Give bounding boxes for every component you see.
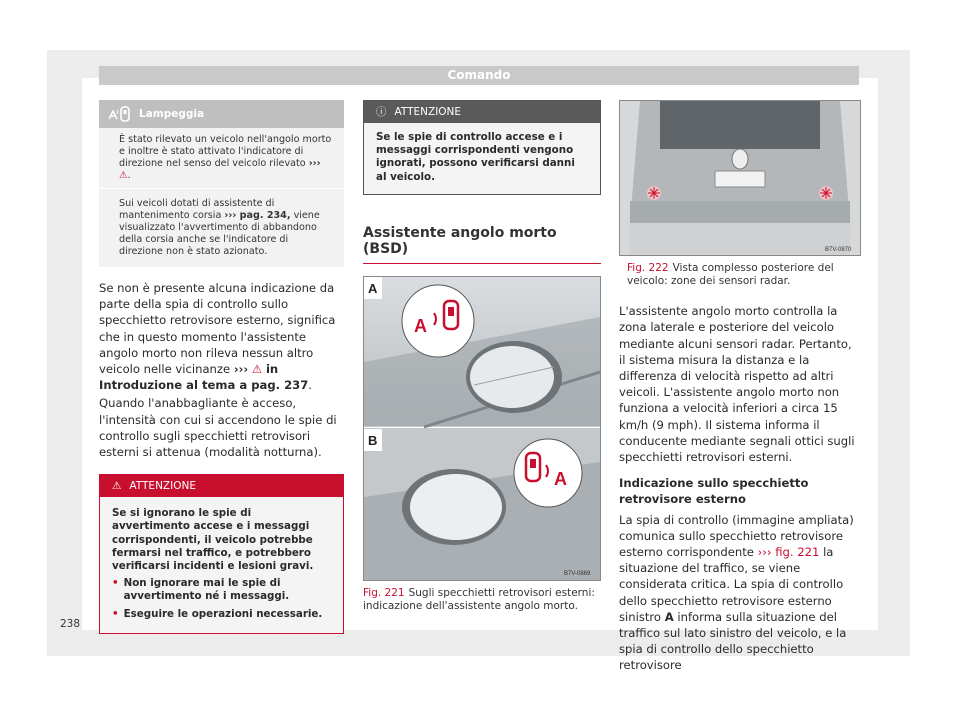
column-left [99,100,344,634]
warning-icon: ⚠ [119,170,128,181]
figure-label-b: B [368,433,378,449]
paragraph: Se non è presente alcuna indicazione da parte della spia di controllo sullo specchietto retrovisore esterno, significa che in questo momento l'assistente angolo morto non rileva nessun altro veicolo nelle vicinanze ››› ⚠ in Introduzione al tema a pag. 237. [99,281,336,393]
paragraph: L'assistente angolo morto controlla la zona laterale e posteriore del veicolo mediante alcuni sensori radar. Pertanto, il sistema misura la distanza e la differenza di velocità rispetto ad altri veicoli. L'assistente angolo morto non funziona a velocità inferiori a circa 15 km/h (9 mph). Il sistema informa il conducente mediante segnali ottici sugli specchietti retrovisori esterni. [619,304,855,465]
cross-ref-link[interactable]: ››› [308,158,321,169]
subheading: Indicazione sullo specchietto retrovisore esterno [619,476,809,507]
info-circle-icon: ⓘ [376,105,387,118]
lamp-table-title: Lampeggia [139,107,205,120]
section-title: Assistente angolo morto (BSD) [363,225,601,264]
attention-header: ⓘ ATTENZIONE [364,101,600,123]
list-item: • Eseguire le operazioni necessarie. [112,607,323,620]
column-right [619,100,861,674]
lamp-table-row: Sui veicoli dotati di assistente di mantenimento corsia ››› pag. 234, viene visualizzato l'avvertimento di abbandono della corsia anche se l'indicatore di direzione non è stato azionato. [99,189,344,268]
attention-box [363,100,601,195]
paragraph: La spia di controllo (immagine ampliata) comunica sullo specchietto retrovisore esterno corrispondente ››› fig. 221 la situazione del traffico, se viene considerata critica. La spia di controllo dello specchietto retrovisore esterno sinistro A informa sulla situazione del traffico sul lato sinistro del veicolo, e la spia di controllo dello specchietto retrovisore [619,512,854,673]
lamp-table-row: È stato rilevato un veicolo nell'angolo morto e inoltre è stato attivato l'indicatore di direzione nel senso del veicolo rilevato ››› ⚠. [99,128,344,189]
svg-text:A: A [414,316,427,337]
lamp-table-header [99,100,344,128]
warning-icon: ⚠ [251,362,263,377]
warning-triangle-icon: ⚠ [112,480,122,493]
list-item: • Non ignorare mai le spie di avvertimento né i messaggi. [112,577,290,603]
figure-code: B7V-0870 [825,247,852,253]
figure-code: B7V-0869 [564,571,591,578]
svg-text:A: A [554,469,567,490]
rear-car-illustration [620,101,860,255]
lamp-table [99,100,344,268]
blind-spot-icon [99,100,139,128]
warning-header: ⚠ ATTENZIONE [100,475,343,497]
figure-ref-link[interactable]: ››› fig. 221 [757,545,820,560]
intro-ref-link[interactable]: in Introduzione al tema a pag. 237 [99,362,309,393]
page-number: 238 [60,618,81,630]
column-middle [363,100,601,612]
page-ref-link[interactable]: ››› pag. 234, [224,210,291,221]
figure-label-a: A [368,281,378,297]
warning-box [99,474,344,634]
figure-caption: Fig. 221 Sugli specchietti retrovisori esterni: indicazione dell'assistente angolo morto. [363,587,595,612]
page-header: Comando [99,66,859,85]
paragraph: Quando l'anabbagliante è acceso, l'intensità con cui si accendono le spie di controllo sugli specchietti retrovisori esterni si attenua (modalità notturna). [99,396,337,460]
mirror-illustration [364,277,600,580]
cross-ref-link[interactable]: ››› [233,362,249,377]
warning-body: Se si ignorano le spie di avvertimento accese e i messaggi corrispondenti, il veicolo potrebbe fermarsi nel traffico, e potrebbero verificarsi incidenti e lesioni gravi. • Non ignorare mai le spie di avvertimento né i messaggi. • Eseguire le operazioni necessarie. [100,497,343,633]
figure-caption: Fig. 222 Vista complesso posteriore del veicolo: zone dei sensori radar. [627,262,834,287]
figure-rear-view [619,100,861,256]
attention-body: Se le spie di controllo accese e i messaggi corrispondenti vengono ignorati, possono verificarsi danni al veicolo. [364,123,600,194]
figure-mirrors [363,276,601,581]
